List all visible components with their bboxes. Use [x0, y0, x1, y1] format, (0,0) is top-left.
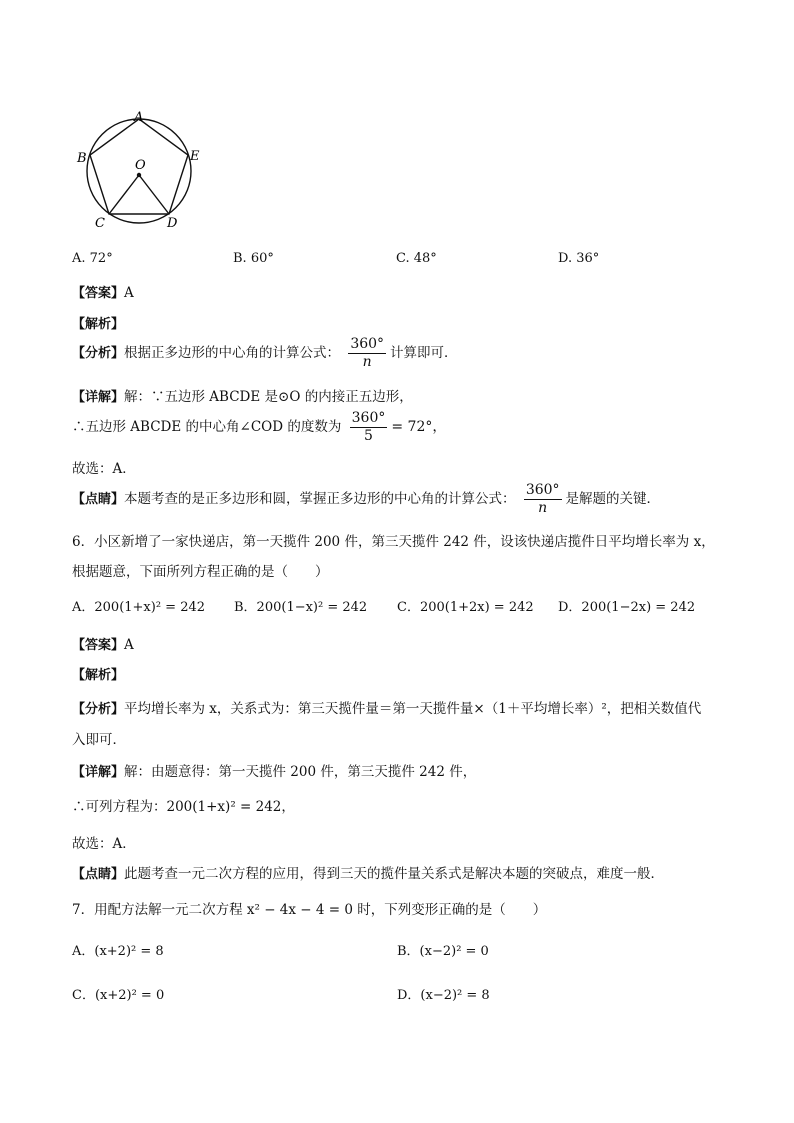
answer-value: A	[124, 285, 134, 301]
fraction-360-n: $\frac{360^\circ}{n}$	[350, 336, 385, 370]
label-o: O	[135, 158, 146, 173]
radius-od	[139, 175, 169, 214]
q6-stem-line-2: 根据题意，下面所列方程正确的是（ ）	[72, 564, 329, 580]
q7-option-b: B．(x−2)² = 0	[397, 944, 489, 959]
center-point	[137, 173, 141, 177]
q7-stem-line: 7．用配方法解一元二次方程 x² − 4x − 4 = 0 时，下列变形正确的是（ ）	[72, 902, 547, 918]
q6-option-d: D．200(1−2x) = 242	[558, 600, 696, 615]
q7-option-a: A．(x+2)² = 8	[72, 944, 164, 959]
q5-option-d: D. 36°	[558, 251, 600, 266]
q6-fenxi-line: 【分析】平均增长率为 x，关系式为：第三天揽件量＝第一天揽件量×（1＋平均增长率）²，把相关数值代	[72, 701, 702, 717]
label-e: E	[190, 149, 200, 164]
q5-dianjing-line: 【点睛】本题考查的是正多边形和圆，掌握正多边形的中心角的计算公式： $\frac{360^\circ}{n}$ 是解题的关键．	[72, 482, 661, 516]
label-d: D	[167, 216, 178, 231]
q5-central-angle-line: ∴五边形 ABCDE 的中心角∠COD 的度数为 $\frac{360^\circ}{5}$ = 72°，	[72, 410, 447, 444]
q5-option-c: C. 48°	[396, 251, 437, 266]
q6-dianjing-line: 【点睛】此题考查一元二次方程的应用，得到三天的揽件量关系式是解决本题的突破点，难度一般．	[72, 866, 665, 882]
q6-xiangjie-line: 【详解】解：由题意得：第一天揽件 200 件，第三天揽件 242 件，	[72, 764, 477, 780]
q7-option-d: D．(x−2)² = 8	[397, 988, 490, 1003]
q5-xiangjie-line: 【详解】解：∵五边形 ABCDE 是⊙O 的内接正五边形，	[72, 389, 413, 405]
q6-fenxi-line-2: 入即可．	[72, 732, 126, 748]
label-a: A	[134, 110, 144, 125]
fraction-360-n-2: $\frac{360^\circ}{n}$	[525, 482, 560, 516]
q5-choose-line: 故选：A．	[72, 461, 136, 477]
q7-option-c: C．(x+2)² = 0	[72, 988, 165, 1003]
fraction-360-5: $\frac{360^\circ}{5}$	[351, 410, 386, 444]
q6-option-b: B．200(1−x)² = 242	[234, 600, 368, 615]
q6-option-a: A．200(1+x)² = 242	[72, 600, 206, 615]
q6-equation-line: ∴可列方程为：200(1+x)² = 242，	[72, 799, 295, 815]
label-c: C	[95, 216, 105, 231]
q6-stem-line-1: 6．小区新增了一家快递店，第一天揽件 200 件，第三天揽件 242 件，设该快递店揽件日平均增长率为 x，	[72, 534, 715, 550]
q5-answer-line	[72, 282, 134, 301]
q6-choose-line: 故选：A．	[72, 836, 136, 852]
q6-answer-line: 【答案】A	[72, 637, 134, 653]
answer-tag: 【答案】	[72, 286, 125, 301]
label-b: B	[77, 151, 87, 166]
pentagon-circle-figure	[70, 105, 210, 235]
q5-fenxi-line: 【分析】根据正多边形的中心角的计算公式： $\frac{360^\circ}{n}$ 计算即可．	[72, 336, 458, 370]
q5-option-b: B. 60°	[233, 251, 274, 266]
q6-option-c: C．200(1+2x) = 242	[397, 600, 534, 615]
q5-option-a: A. 72°	[72, 251, 113, 266]
q6-analysis-tag: 【解析】	[72, 668, 125, 683]
q5-analysis-tag: 【解析】	[72, 317, 125, 332]
radius-oc	[109, 175, 139, 214]
